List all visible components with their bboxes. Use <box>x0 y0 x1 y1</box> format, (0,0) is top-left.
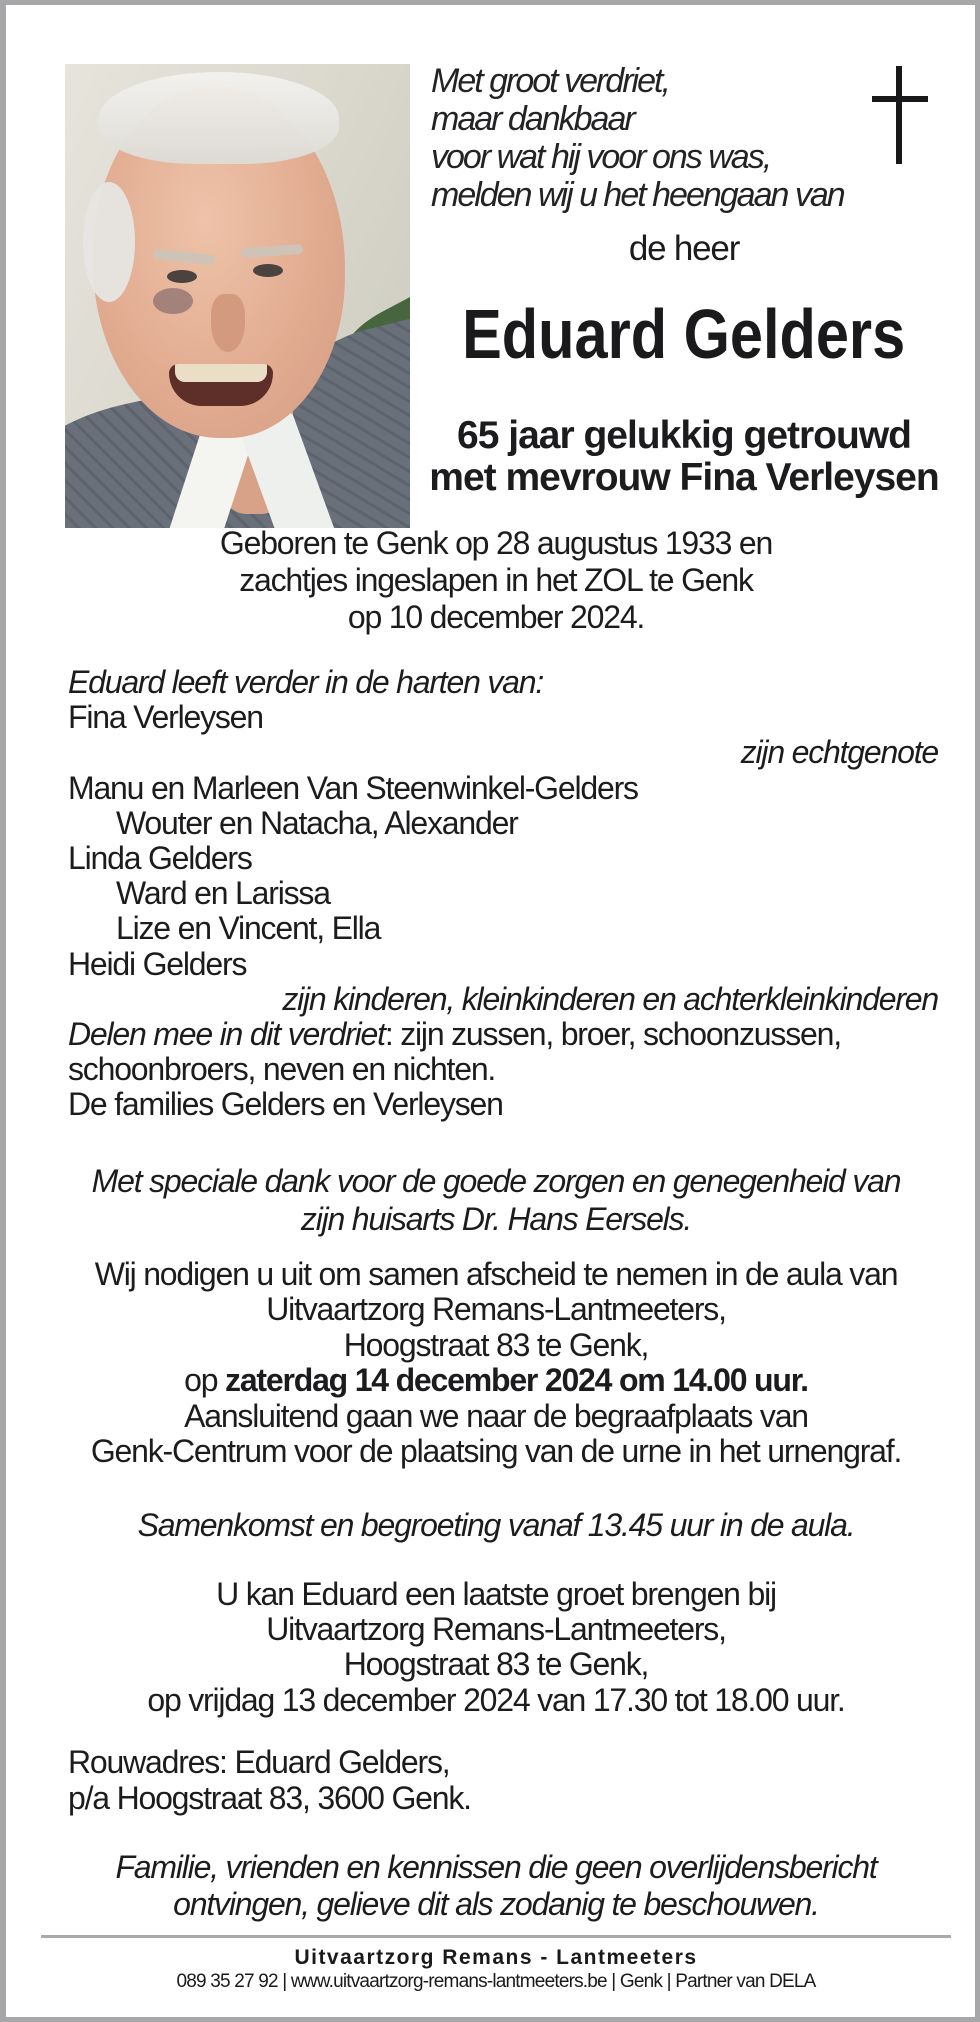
teeth <box>175 364 267 382</box>
family-heading: Eduard leeft verder in de harten van: <box>68 664 544 700</box>
bruise-mark <box>153 288 193 314</box>
announcement-page <box>6 5 975 2017</box>
opening-line: maar dankbaar <box>431 100 634 138</box>
thanks-line: zijn huisarts Dr. Hans Eersels. <box>300 1201 692 1237</box>
family-grandchild: Wouter en Natacha, Alexander <box>116 804 518 841</box>
cross-vertical-bar <box>896 66 902 164</box>
invitation-line: Genk-Centrum voor de plaatsing van de urne in het urnengraf. <box>90 1433 902 1470</box>
family-condolence-2: schoonbroers, neven en nichten. <box>68 1051 496 1088</box>
family-wife-role: zijn echtgenote <box>740 734 938 771</box>
invitation-block <box>6 1257 980 1469</box>
death-line: zachtjes ingeslapen in het ZOL te Genk <box>239 562 753 598</box>
deceased-name <box>411 295 957 373</box>
eye <box>167 270 197 283</box>
family-children-role: zijn kinderen, kleinkinderen en achterkleinkinderen <box>282 980 938 1017</box>
mourning-address-line: p/a Hoogstraat 83, 3600 Genk. <box>68 1780 471 1816</box>
opening-phrase <box>431 62 844 214</box>
farewell-date: op vrijdag 13 december 2024 van 17.30 tot 18.00 uur. <box>147 1681 845 1718</box>
white-hair <box>99 72 339 164</box>
farewell-venue: Uitvaartzorg Remans-Lantmeeters, <box>266 1611 726 1648</box>
marriage-note <box>411 415 957 499</box>
farewell-block <box>6 1577 980 1718</box>
birth-death-block <box>6 525 980 636</box>
family-child: Linda Gelders <box>68 840 252 877</box>
gathering-note: Samenkomst en begroeting vanaf 13.45 uur in de aula. <box>137 1507 855 1543</box>
invitation-venue: Uitvaartzorg Remans-Lantmeeters, <box>266 1291 726 1328</box>
birth-line: Geboren te Genk op 28 augustus 1933 en <box>219 525 773 561</box>
opening-line: melden wij u het heengaan van <box>431 176 844 214</box>
invitation-street: Hoogstraat 83 te Genk, <box>343 1326 649 1363</box>
family-condolence <box>68 1017 938 1052</box>
family-child: Heidi Gelders <box>68 945 247 982</box>
invitation-line: Aansluitend gaan we naar de begraafplaats van <box>184 1397 808 1434</box>
portrait-photo <box>65 64 410 528</box>
nose <box>211 294 245 352</box>
salutation: de heer <box>628 229 740 268</box>
funeral-home-name: Uitvaartzorg Remans - Lantmeeters <box>294 1946 698 1969</box>
invitation-date <box>6 1363 980 1398</box>
deceased-name-text: Eduard Gelders <box>462 295 906 373</box>
smiling-mouth <box>169 364 273 406</box>
notice-line: Familie, vrienden en kennissen die geen overlijdensbericht <box>115 1849 877 1885</box>
family-grandchild: Lize en Vincent, Ella <box>116 910 381 947</box>
condolence-lead: Delen mee in dit verdriet <box>68 1016 385 1053</box>
farewell-line: U kan Eduard een laatste groet brengen bij <box>216 1576 776 1612</box>
family-grandchild: Ward en Larissa <box>116 875 330 912</box>
condolence-rest: : zijn zussen, broer, schoonzussen, <box>384 1016 841 1053</box>
thanks-block <box>6 1162 980 1238</box>
farewell-street: Hoogstraat 83 te Genk, <box>343 1646 649 1683</box>
notice-line: ontvingen, gelieve dit als zodanig te beschouwen. <box>173 1886 819 1922</box>
family-wife: Fina Verleysen <box>68 699 263 736</box>
white-hair-side <box>83 182 135 302</box>
date-prefix: op <box>184 1362 226 1399</box>
invitation-line: Wij nodigen u uit om samen afscheid te nemen in de aula van <box>94 1256 898 1292</box>
opening-line: Met groot verdriet, <box>431 62 669 100</box>
thanks-line: Met speciale dank voor de goede zorgen en genegenheid van <box>91 1163 901 1199</box>
footer-divider <box>41 1935 951 1938</box>
family-child: Manu en Marleen Van Steenwinkel-Gelders <box>68 769 638 806</box>
marriage-line: 65 jaar gelukkig getrouwd <box>457 414 911 457</box>
funeral-home-contact: 089 35 27 92 | www.uitvaartzorg-remans-lantmeeters.be | Genk | Partner van DELA <box>176 1971 816 1992</box>
family-families: De families Gelders en Verleysen <box>68 1086 503 1123</box>
family-listing <box>68 665 938 1123</box>
mourning-address <box>68 1744 938 1816</box>
opening-line: voor wat hij voor ons was, <box>431 138 771 176</box>
marriage-line: met mevrouw Fina Verleysen <box>429 456 939 499</box>
cross-horizontal-bar <box>872 96 928 102</box>
eye <box>253 264 283 277</box>
death-date-line: op 10 december 2024. <box>347 599 645 635</box>
mourning-address-line: Rouwadres: Eduard Gelders, <box>68 1744 450 1780</box>
notice-block <box>6 1849 980 1923</box>
date-bold: zaterdag 14 december 2024 om 14.00 uur. <box>225 1362 808 1399</box>
